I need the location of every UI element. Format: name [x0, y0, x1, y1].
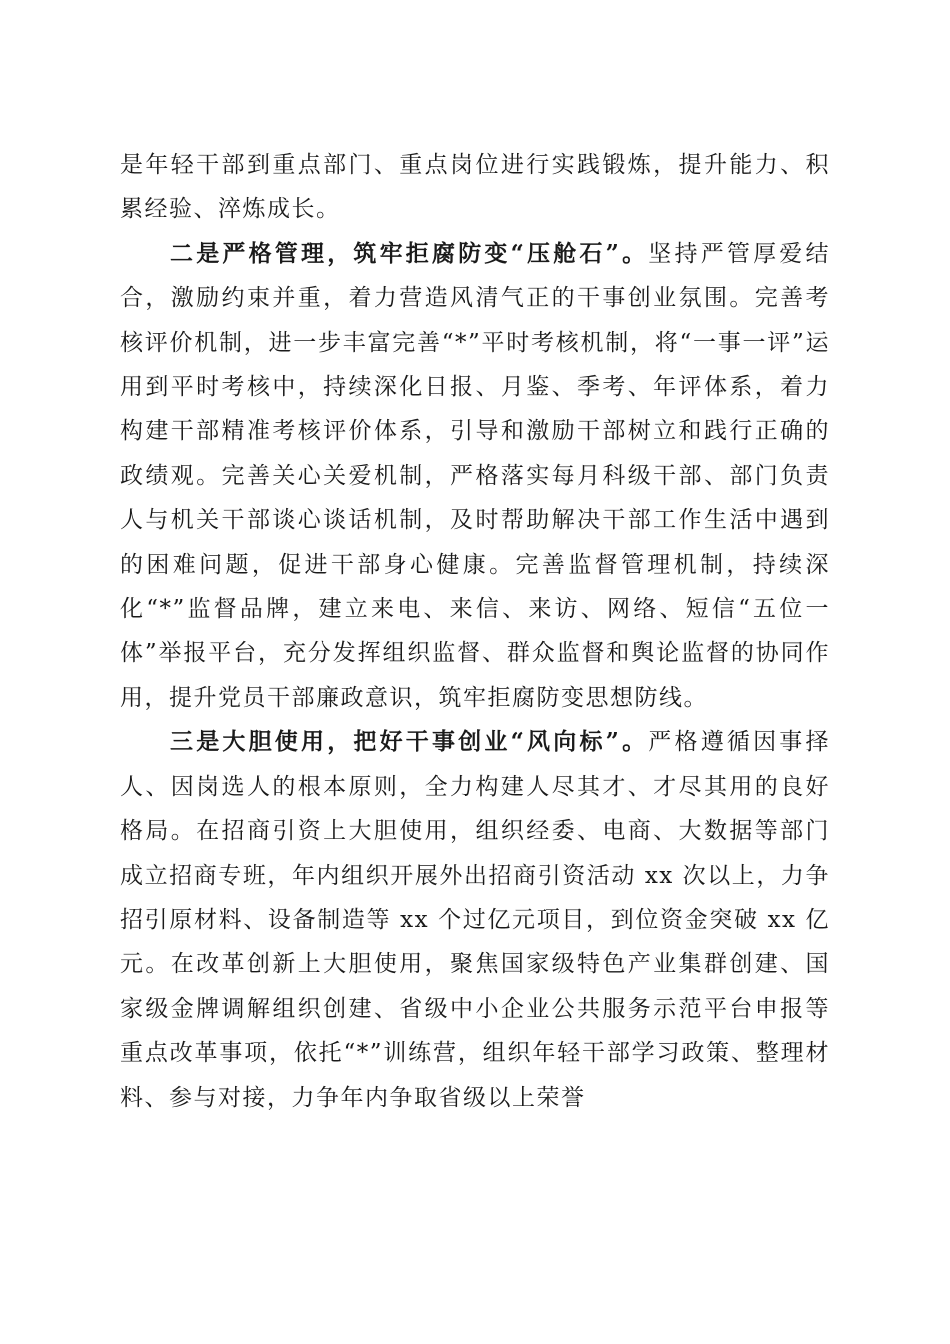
paragraph-continuation [120, 143, 830, 232]
paragraph-bold-use [120, 720, 830, 1120]
paragraph-strict-management [120, 232, 830, 720]
document-body [120, 143, 830, 1120]
paragraph-text: 严格遵循因事择人、因岗选人的根本原则，全力构建人尽其才、才尽其用的良好格局。在招商引资上大胆使用，组织经委、电商、大数据等部门成立招商专班，年内组织开展外出招商引资活动 xx 次以上，力争招引原材料、设备制造等 xx 个过亿元项目，到位资金突破 xx 亿元。在改革创新上大胆使用，聚焦国家级特色产业集群创建、国家级金牌调解组织创建、省级中小企业公共服务示范平台申报等重点改革事项，依托“*”训练营，组织年轻干部学习政策、整理材料、参与对接，力争年内争取省级以上荣誉 [120, 729, 831, 1111]
paragraph-lead-heading: 三是大胆使用，把好干事创业“风向标”。 [170, 728, 649, 756]
paragraph-text: 是年轻干部到重点部门、重点岗位进行实践锻炼，提升能力、积累经验、淬炼成长。 [120, 152, 830, 223]
paragraph-text: 坚持严管厚爱结合，激励约束并重，着力营造风清气正的干事创业氛围。完善考核评价机制，进一步丰富完善“*”平时考核机制，将“一事一评”运用到平时考核中，持续深化日报、月鉴、季考、年评体系，着力构建干部精准考核评价体系，引导和激励干部树立和践行正确的政绩观。完善关心关爱机制，严格落实每月科级干部、部门负责人与机关干部谈心谈话机制，及时帮助解决干部工作生活中遇到的困难问题，促进干部身心健康。完善监督管理机制，持续深化“*”监督品牌，建立来电、来信、来访、网络、短信“五位一体”举报平台，充分发挥组织监督、群众监督和舆论监督的协同作用，提升党员干部廉政意识，筑牢拒腐防变思想防线。 [120, 240, 831, 711]
paragraph-lead-heading: 二是严格管理，筑牢拒腐防变“压舱石”。 [170, 239, 649, 267]
